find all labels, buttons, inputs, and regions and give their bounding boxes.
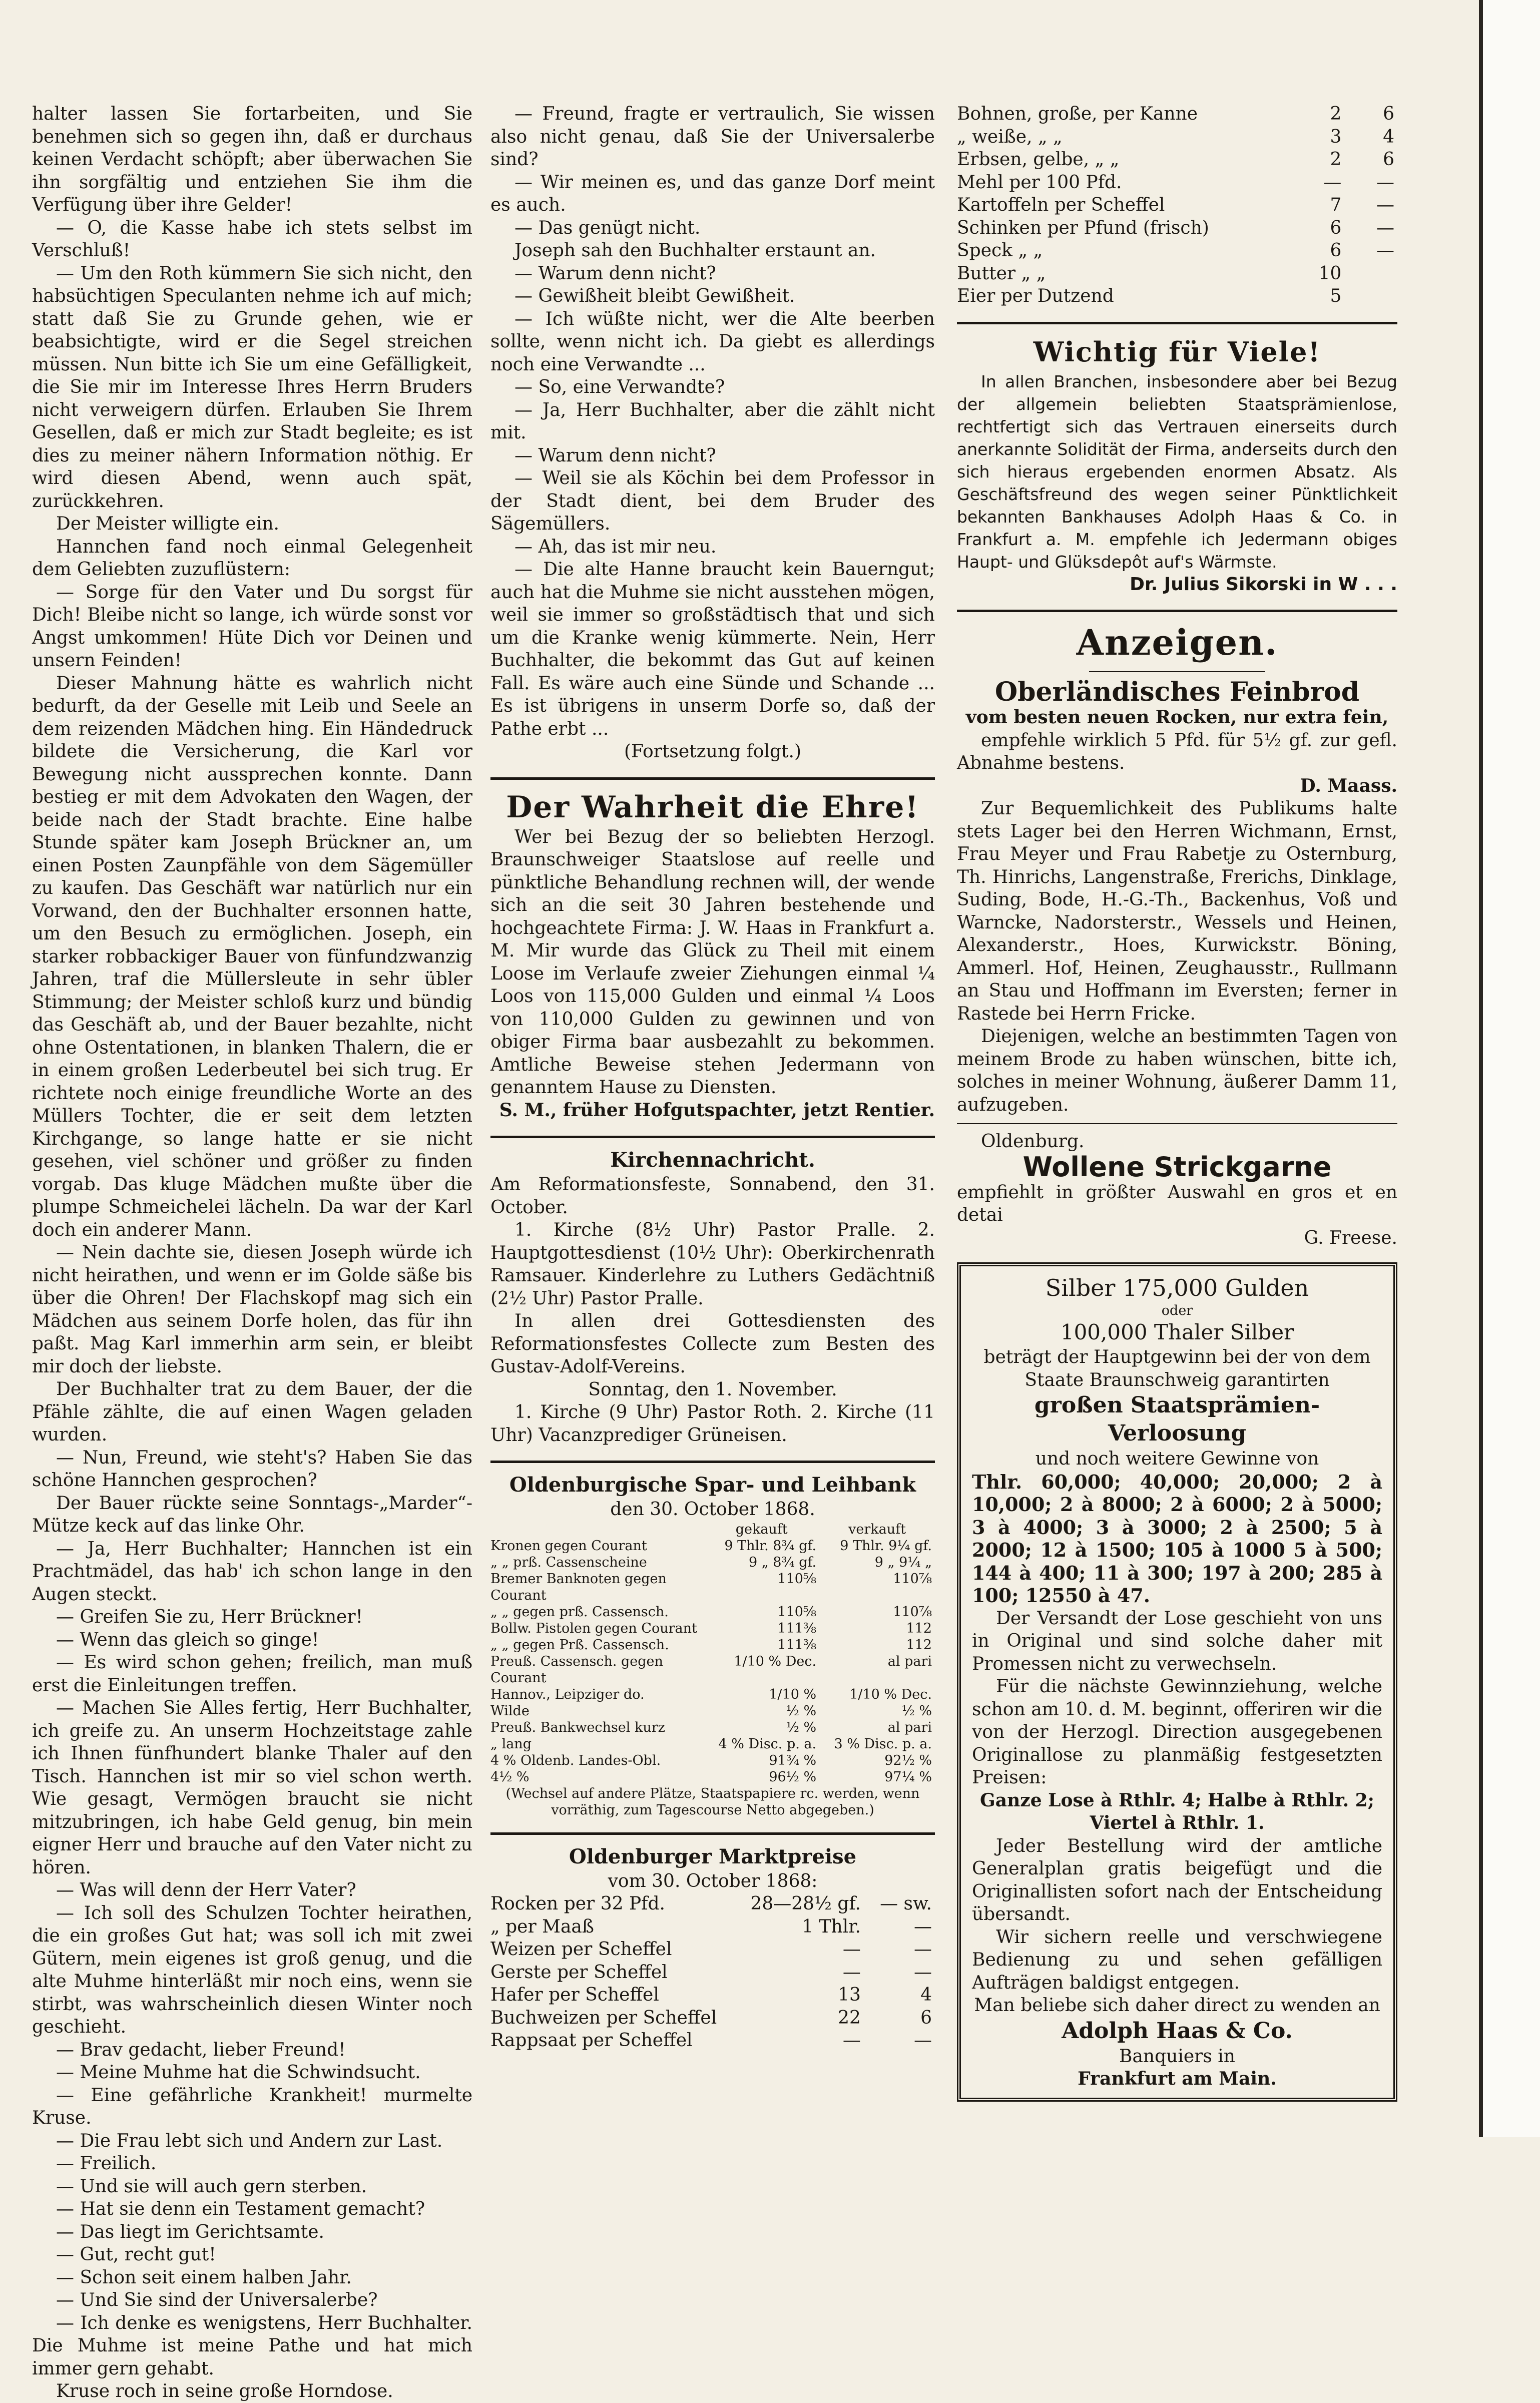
- kirchen-line: Am Reformationsfeste, Sonnabend, den 31. October.: [490, 1174, 935, 1218]
- table-row: [490, 1769, 935, 1785]
- story-para: — Nein dachte sie, diesen Joseph würde ich nicht heirathen, und wenn er im Golde säße bis über die Ohren! Der Flachskopf mag sich ein Mädchen aus seinem Dorfe holen, das für ihn paßt. Mag Karl immerhin arm sein, er bleibt mir doch der liebste.: [32, 1242, 472, 1377]
- divider: [490, 777, 935, 780]
- row-label: Preuß. Bankwechsel kurz: [490, 1719, 665, 1735]
- row-value: 9 „ 8¾ gf.: [748, 1554, 817, 1570]
- row-label: Schinken per Pfund (frisch): [957, 217, 1209, 238]
- story-para: — Machen Sie Alles fertig, Herr Buchhalter, ich greife zu. An unserm Hochzeitstage zahle ich Ihnen fünfhundert blanke Thaler auf den Tisch. Hannchen ist mir so viel schon werth. Wie gesagt, Vermögen braucht sie nicht mitzubringen, ich habe Geld genug, bin mein eigner Herr und brauche auf den Vater nicht zu hören.: [32, 1698, 472, 1878]
- row-value: 110⅞: [893, 1571, 932, 1587]
- story-para: — Gewißheit bleibt Gewißheit.: [515, 286, 795, 306]
- table-row: [490, 1653, 935, 1686]
- story-para: — Die Frau lebt sich und Andern zur Last.: [56, 2130, 443, 2151]
- lottery-line: Man beliebe sich daher direct zu wenden an: [974, 1995, 1380, 2016]
- story-para: — Um den Roth kümmern Sie sich nicht, den habsüchtigen Speculanten nehme ich auf mich; statt daß Sie zu Grunde gehen, wie er beabsichtigte, wird er die Segel streichen müssen. Nun bitte ich Sie um eine Gefälligkeit, die Sie mir im Interesse Ihres Herrn Bruders nicht verweigern dürfen. Erlauben Sie Ihrem Gesellen, daß er mich zur Stadt begleite; es ist dies zu meiner nähern Information nöthig. Er wird diesen Abend, wenn auch spät, zurückkehren.: [32, 263, 472, 512]
- table-row: [490, 1620, 935, 1637]
- row-value: 28—28½ gf.: [750, 1893, 861, 1914]
- divider: [957, 1123, 1397, 1124]
- story-para: — Sorge für den Vater und Du sorgst für Dich! Bleibe nicht so lange, ich würde sonst vor Angst umkommen! Hüte Dich vor Deinen und unsern Feinden!: [32, 582, 472, 671]
- continuation-note: (Fortsetzung folgt.): [624, 741, 801, 762]
- story-para: Hannchen fand noch einmal Gelegenheit dem Geliebten zuzuflüstern:: [32, 536, 472, 580]
- story-para: — Warum denn nicht?: [515, 445, 716, 466]
- row-value: —: [1376, 217, 1394, 238]
- story-para: — Ah, das ist mir neu.: [515, 536, 717, 557]
- row-value: 111⅜: [777, 1637, 817, 1653]
- row-value: —: [842, 2030, 861, 2051]
- story-para: Der Meister willigte ein.: [56, 514, 279, 534]
- row-label: Butter „ „: [957, 263, 1046, 284]
- row-label: Preuß. Cassensch. gegen Courant: [490, 1653, 663, 1686]
- lottery-line: und noch weitere Gewinne von: [1035, 1449, 1319, 1469]
- row-value: ½ %: [786, 1703, 817, 1719]
- table-row: [490, 1604, 935, 1620]
- story-para: — Freilich.: [56, 2153, 157, 2174]
- row-value: 22: [838, 2007, 861, 2028]
- row-value: —: [1376, 172, 1394, 193]
- story-para: — Weil sie als Köchin bei dem Professor in der Stadt dient, bei dem Bruder des Sägemüllers.: [490, 468, 935, 534]
- story-para: — Brav gedacht, lieber Freund!: [56, 2039, 346, 2060]
- table-row: [490, 1703, 935, 1719]
- table-row: [957, 148, 1397, 171]
- wichtig-signature: Dr. Julius Sikorski in W . . .: [1130, 574, 1397, 595]
- table-header-row: [490, 1521, 935, 1538]
- table-row: [490, 1892, 935, 1915]
- table-row: [490, 1915, 935, 1939]
- row-value: —: [914, 1962, 932, 1983]
- table-row: [490, 1637, 935, 1653]
- row-value: —: [1376, 240, 1394, 261]
- row-value: 9 Thlr. 8¾ gf.: [724, 1538, 817, 1554]
- row-value: 4: [1383, 126, 1394, 147]
- column-header: gekauft: [735, 1521, 788, 1537]
- lottery-ad-box: [957, 1262, 1397, 2102]
- story-para: — Ich soll des Schulzen Tochter heirathen, die ein großes Gut hat; was soll ich mit zwei Gütern, mein eigenes ist groß genug, und die alte Muhme hinterläßt mir noch eins, wenn sie stirbt, was wahrscheinlich diesen Winter noch geschieht.: [32, 1902, 472, 2037]
- anzeigen-title: Anzeigen.: [1076, 622, 1278, 663]
- row-value: —: [1323, 172, 1342, 193]
- story-para: — Das genügt nicht.: [515, 217, 701, 238]
- row-label: „ „ gegen Prß. Cassensch.: [490, 1637, 669, 1653]
- table-row: [957, 126, 1397, 149]
- story-para: — Freund, fragte er vertraulich, Sie wissen also nicht genau, daß Sie der Universalerbe sind?: [490, 104, 935, 170]
- table-row: [490, 1571, 935, 1604]
- row-label: Rappsaat per Scheffel: [490, 2030, 693, 2051]
- story-para: — Es wird schon gehen; freilich, man muß erst die Einleitungen treffen.: [32, 1652, 472, 1696]
- row-value: 1/10 % Dec.: [734, 1653, 817, 1669]
- divider: [1089, 671, 1265, 672]
- row-value: 1/10 %: [769, 1686, 817, 1702]
- row-label: Bremer Banknoten gegen Courant: [490, 1571, 667, 1603]
- row-label: Hannov., Leipziger do.: [490, 1686, 645, 1702]
- story-para: — Wir meinen es, und das ganze Dorf meint es auch.: [490, 172, 935, 215]
- row-label: Bollw. Pistolen gegen Courant: [490, 1620, 697, 1636]
- row-label: Buchweizen per Scheffel: [490, 2007, 717, 2028]
- row-value: al pari: [887, 1653, 932, 1669]
- wahrheit-signature: S. M., früher Hofgutspachter, jetzt Rentier.: [499, 1099, 935, 1121]
- story-para: — Ich denke es wenigstens, Herr Buchhalter. Die Muhme ist meine Pathe und hat mich immer gern gehabt.: [32, 2312, 472, 2379]
- table-row: [490, 1736, 935, 1752]
- row-value: —: [1376, 195, 1394, 215]
- table-row: [957, 285, 1397, 308]
- table-row: [490, 1752, 935, 1769]
- table-row: [490, 1938, 935, 1961]
- story-para: — Warum denn nicht?: [515, 263, 716, 284]
- row-value: 110⅝: [777, 1571, 817, 1587]
- lottery-prizes: Thlr. 60,000; 40,000; 20,000; 2 à 10,000; 2 à 8000; 2 à 6000; 2 à 5000; 3 à 4000; 3 à 3000; 2 à 2500; 5 à 2000; 12 à 1500; 105 à 1000 5 à 500; 144 à 400; 11 à 300; 197 à 200; 285 à 100; 12550 à 47.: [972, 1470, 1382, 1607]
- story-para: — Ja, Herr Buchhalter, aber die zählt nicht mit.: [490, 399, 935, 443]
- table-row: [490, 1984, 935, 2007]
- story-para: — Hat sie denn ein Testament gemacht?: [56, 2199, 425, 2219]
- row-label: Erbsen, gelbe, „ „: [957, 149, 1120, 170]
- wolle-signature: G. Freese.: [1304, 1227, 1397, 1248]
- lottery-prices: Ganze Lose à Rthlr. 4; Halbe à Rthlr. 2; Viertel à Rthlr. 1.: [980, 1789, 1374, 1833]
- lottery-line: Wir sichern reelle und verschwiegene Bedienung zu und sehen gefälligen Aufträgen baldigst entgegen.: [972, 1927, 1382, 1993]
- story-para: Der Buchhalter trat zu dem Bauer, der die Pfähle zählte, die auf einen Wagen geladen wurden.: [32, 1379, 472, 1445]
- column-3: [957, 103, 1397, 2102]
- kirchen-line: In allen drei Gottesdiensten des Reformationsfestes Collecte zum Besten des Gustav-Adolf-Vereins.: [490, 1311, 935, 1377]
- row-label: Kartoffeln per Scheffel: [957, 195, 1165, 215]
- lottery-title: großen Staatsprämien-Verloosung: [1034, 1392, 1320, 1446]
- row-value: al pari: [887, 1719, 932, 1735]
- row-value: 4 % Disc. p. a.: [718, 1736, 817, 1752]
- story-para: Joseph sah den Buchhalter erstaunt an.: [515, 240, 876, 261]
- story-para: — Was will denn der Herr Vater?: [56, 1880, 356, 1900]
- row-label: Eier per Dutzend: [957, 286, 1114, 306]
- table-row: [490, 1538, 935, 1554]
- lottery-line: Der Versandt der Lose geschieht von uns in Original und sind solche daher mit Promessen nicht zu verwechseln.: [972, 1608, 1382, 1674]
- row-value: 3 % Disc. p. a.: [834, 1736, 932, 1752]
- table-row: [957, 103, 1397, 126]
- row-label: Hafer per Scheffel: [490, 1985, 659, 2005]
- row-label: Kronen gegen Courant: [490, 1538, 647, 1554]
- row-value: 9 „ 9¼ „: [874, 1554, 932, 1570]
- row-label: „ lang: [490, 1736, 532, 1752]
- row-label: Mehl per 100 Pfd.: [957, 172, 1122, 193]
- column-2: [490, 103, 935, 2052]
- bank-date: den 30. October 1868.: [610, 1499, 815, 1520]
- story-para: — Greifen Sie zu, Herr Brückner!: [56, 1607, 363, 1627]
- kirchen-line: 1. Kirche (8½ Uhr) Pastor Pralle. 2. Hauptgottesdienst (10½ Uhr): Oberkirchenrath Ramsauer. Kinderlehre zu Luthers Gedächtniß (2½ Uhr) Pastor Pralle.: [490, 1220, 935, 1309]
- row-label: „ per Maaß: [490, 1916, 594, 1937]
- row-value: 96½ %: [769, 1769, 817, 1785]
- row-value: 10: [1318, 263, 1342, 284]
- row-value: 2: [1330, 104, 1342, 124]
- table-row: [490, 1686, 935, 1703]
- wahrheit-title: Der Wahrheit die Ehre!: [506, 789, 919, 825]
- story-para: halter lassen Sie fortarbeiten, und Sie benehmen sich so gegen ihn, daß er durchaus keinen Verdacht schöpft; aber überwachen Sie ihn sorgfältig und entziehen Sie ihm die Verfügung über ihre Gelder!: [32, 104, 472, 215]
- row-label: Wilde: [490, 1703, 530, 1719]
- row-value: 13: [838, 1985, 861, 2005]
- row-value: ½ %: [786, 1719, 817, 1735]
- row-value: 6: [1383, 104, 1394, 124]
- feinbrod-para: Diejenigen, welche an bestimmten Tagen von meinem Brode zu haben wünschen, bitte ich, solches in meiner Wohnung, äußerer Damm 11, aufzugeben.: [957, 1026, 1397, 1115]
- row-label: 4 % Oldenb. Landes-Obl.: [490, 1752, 661, 1768]
- story-para: — Und sie will auch gern sterben.: [56, 2176, 367, 2197]
- row-value: [1344, 262, 1397, 285]
- wahrheit-text: Wer bei Bezug der so beliebten Herzogl. Braunschweiger Staatslose auf reelle und pünktliche Behandlung rechnen will, der wende sich an die seit 30 Jahren bestehende und hochgeachtete Firma: J. W. Haas in Frankfurt a. M. Mir wurde das Glück zu Theil mit einem Loose im Verlaufe zweier Ziehungen einmal ¼ Loos von 115,000 Gulden und einmal ¼ Loos von 110,000 Gulden zu gewinnen und von obiger Firma baar ausbezahlt zu bekommen. Amtliche Beweise stehen Jedermann von genanntem Hause zu Diensten.: [490, 826, 935, 1098]
- story-para: — Ja, Herr Buchhalter; Hannchen ist ein Prachtmädel, das hab' ich schon lange in den Augen steckt.: [32, 1538, 472, 1605]
- row-value: 1 Thlr.: [802, 1916, 861, 1937]
- wichtig-text: In allen Branchen, insbesondere aber bei Bezug der allgemein beliebten Staatsprämienlose, rechtfertigt sich das Vertrauen einerseits durch anerkannte Solidität der Firma, anderseits durch den sich hieraus ergebenden enormen Absatz. Als Geschäftsfreund des wegen seiner Pünktlichkeit bekannten Bankhauses Adolph Haas & Co. in Frankfurt a. M. empfehle ich Jedermann obiges Haupt- und Glüksdepôt auf's Wärmste.: [957, 371, 1397, 572]
- row-label: „ weiße, „ „: [957, 126, 1063, 147]
- story-para: — Die alte Hanne braucht kein Bauerngut; auch hat die Muhme sie nicht ausstehen mögen, weil sie immer so großstädtisch that und sich um die Kranke wenig kümmerte. Nein, Herr Buchhalter, die bekommt das Gut auf keinen Fall. Es wäre auch eine Sünde und Schande ... Es ist übrigens in unserm Dorfe so, daß der Pathe erbt ...: [490, 559, 935, 739]
- row-value: —: [842, 1962, 861, 1983]
- lottery-line: oder: [1161, 1303, 1193, 1318]
- wolle-text: empfiehlt in größter Auswahl en gros et en detai: [957, 1182, 1397, 1225]
- row-value: 112: [906, 1620, 932, 1636]
- story-para: — Eine gefährliche Krankheit! murmelte Kruse.: [32, 2085, 472, 2128]
- row-label: Speck „ „: [957, 240, 1043, 261]
- story-para: — So, eine Verwandte?: [515, 377, 725, 397]
- row-label: Bohnen, große, per Kanne: [957, 104, 1198, 124]
- story-para: — Meine Muhme hat die Schwindsucht.: [56, 2062, 421, 2083]
- row-value: 5: [1330, 286, 1342, 306]
- bank-table: [490, 1521, 935, 1785]
- row-value: 6: [1383, 149, 1394, 170]
- bank-note: (Wechsel auf andere Plätze, Staatspapiere rc. werden, wenn vorräthig, zum Tagescourse Netto abgegeben.): [505, 1785, 920, 1818]
- feinbrod-signature: D. Maass.: [1300, 775, 1397, 796]
- row-value: 110⅞: [893, 1604, 932, 1620]
- table-row: [957, 217, 1397, 240]
- lottery-headline: Silber 175,000 Gulden: [1045, 1274, 1309, 1301]
- row-value: 110⅝: [777, 1604, 817, 1620]
- wichtig-title: Wichtig für Viele!: [1033, 335, 1321, 368]
- row-label: „ „ prß. Cassenscheine: [490, 1554, 647, 1570]
- row-value: —: [914, 2030, 932, 2051]
- table-row: [490, 2007, 935, 2030]
- row-value: 4: [920, 1985, 932, 2005]
- story-para: — Schon seit einem halben Jahr.: [56, 2267, 352, 2288]
- divider: [490, 1461, 935, 1463]
- story-para: — Ich wüßte nicht, wer die Alte beerben sollte, wenn nicht ich. Da giebt es allerdings noch eine Verwandte ...: [490, 308, 935, 375]
- row-value: 97¼ %: [884, 1769, 932, 1785]
- table-row: [490, 1719, 935, 1736]
- row-value: — sw.: [880, 1893, 932, 1914]
- story-para: — O, die Kasse habe ich stets selbst im Verschluß!: [32, 217, 472, 261]
- kirchen-line: Sonntag, den 1. November.: [588, 1379, 837, 1400]
- lottery-line: Banquiers in: [1119, 2046, 1235, 2067]
- divider: [957, 610, 1397, 612]
- table-row: [490, 1961, 935, 1984]
- divider: [957, 322, 1397, 324]
- feinbrod-title: Oberländisches Feinbrod: [994, 677, 1360, 707]
- feinbrod-subtitle: vom besten neuen Rocken, nur extra fein,: [965, 707, 1389, 728]
- row-value: 91¾ %: [769, 1752, 817, 1768]
- feinbrod-text: empfehle wirklich 5 Pfd. für 5½ gf. zur gefl. Abnahme bestens.: [957, 730, 1397, 773]
- table-row: [957, 239, 1397, 262]
- kirchen-line: 1. Kirche (9 Uhr) Pastor Roth. 2. Kirche (11 Uhr) Vacanzprediger Grüneisen.: [490, 1402, 935, 1446]
- markt-date: vom 30. October 1868:: [608, 1870, 818, 1891]
- feinbrod-para: Zur Bequemlichkeit des Publikums halte stets Lager bei den Herren Wichmann, Ernst, Frau Meyer und Frau Rabetje zu Osternburg, Th. Hinrichs, Langenstraße, Frerichs, Dinklage, Suding, Bode, H.-G.-Th., Backenhus, Voß und Warncke, Nadorsterstr., Wessels und Heinen, Alexanderstr., Hoes, Kurwickstr. Böning, Ammerl. Hof, Heinen, Zeughausstr., Rullmann an Stau und Hoffmann im Eversten; ferner in Rastede bei Herrn Fricke.: [957, 798, 1397, 1024]
- table-row: [490, 1554, 935, 1571]
- divider: [490, 1136, 935, 1138]
- story-para: — Gut, recht gut!: [56, 2244, 216, 2265]
- lottery-line: Für die nächste Gewinnziehung, welche schon am 10. d. M. beginnt, offeriren wir die von der Herzogl. Direction ausgegebenen Originallose zu planmäßig festgesetzten Preisen:: [972, 1676, 1382, 1788]
- row-value: 6: [1330, 217, 1342, 238]
- row-value: [1344, 285, 1397, 308]
- kirchen-title: Kirchennachricht.: [610, 1148, 815, 1172]
- row-label: „ „ gegen prß. Cassensch.: [490, 1604, 669, 1620]
- story-para: Der Bauer rückte seine Sonntags-„Marder“-Mütze keck auf das linke Ohr.: [32, 1493, 472, 1536]
- story-para: Kruse roch in seine große Horndose.: [56, 2381, 393, 2401]
- divider: [490, 1832, 935, 1835]
- row-value: —: [842, 1939, 861, 1960]
- row-value: 2: [1330, 149, 1342, 170]
- row-value: 6: [920, 2007, 932, 2028]
- story-para: — Wenn das gleich so ginge!: [56, 1629, 319, 1650]
- story-para: Dieser Mahnung hätte es wahrlich nicht bedurft, da der Geselle mit Leib und Seele an dem reizenden Mädchen hing. Ein Händedruck bildete die Versicherung, die Karl vor Bewegung nicht aussprechen konnte. Dann bestieg er mit dem Advokaten den Wagen, der beide nach der Stadt brachte. Eine halbe Stunde später kam Joseph Brückner an, um einen Posten Zaunpfähle von dem Sägemüller zu kaufen. Das Geschäft war natürlich nur ein Vorwand, den der Buchhalter ersonnen hatte, um den Besuch zu ermöglichen. Joseph, ein starker robbackiger Bauer von fünfundzwanzig Jahren, traf die Müllersleute in sehr übler Stimmung; der Meister schloß kurz und bündig das Geschäft ab, und der Bauer bezahlte, nicht ohne Ostentationen, in blanken Thalern, die er in einem großen Lederbeutel bei sich trug. Er richtete noch einige freundliche Worte an des Müllers Tochter, die er seit dem letzten Kirchgange, so lange hatte er sie nicht gesehen, viel schöner und größer zu finden vorgab. Das kluge Mädchen mußte über die plumpe Schmeichelei lächeln. Da war der Karl doch ein anderer Mann.: [32, 673, 472, 1240]
- table-row: [957, 262, 1397, 285]
- row-label: Rocken per 32 Pfd.: [490, 1893, 665, 1914]
- markt-title: Oldenburger Marktpreise: [569, 1844, 857, 1868]
- row-value: 111⅜: [777, 1620, 817, 1636]
- lottery-headline: 100,000 Thaler Silber: [1060, 1320, 1294, 1344]
- row-value: 9 Thlr. 9¼ gf.: [840, 1538, 932, 1554]
- table-row: [957, 171, 1397, 194]
- table-row: [490, 2029, 935, 2052]
- lottery-line: beträgt der Hauptgewinn bei der von dem Staate Braunschweig garantirten: [983, 1347, 1371, 1390]
- lottery-city: Frankfurt am Main.: [1078, 2068, 1277, 2089]
- column-1: [32, 103, 472, 2403]
- row-label: Weizen per Scheffel: [490, 1939, 672, 1960]
- row-value: 3: [1330, 126, 1342, 147]
- row-value: 1/10 % Dec.: [849, 1686, 932, 1702]
- story-para: — Und Sie sind der Universalerbe?: [56, 2290, 378, 2310]
- wolle-title: Wollene Strickgarne: [1022, 1151, 1332, 1183]
- page-margin: [1483, 0, 1540, 2137]
- lottery-line: Jeder Bestellung wird der amtliche Generalplan gratis beigefügt und die Originallisten sofort nach der Entscheidung übersandt.: [972, 1835, 1382, 1925]
- story-para: — Nun, Freund, wie steht's? Haben Sie das schöne Hannchen gesprochen?: [32, 1447, 472, 1491]
- row-label: Gerste per Scheffel: [490, 1962, 668, 1983]
- page-edge: [1479, 0, 1483, 2137]
- row-value: ½ %: [901, 1703, 932, 1719]
- row-value: 6: [1330, 240, 1342, 261]
- wolle-place: Oldenburg.: [981, 1131, 1085, 1152]
- row-value: 7: [1330, 195, 1342, 215]
- story-para: — Das liegt im Gerichtsamte.: [56, 2221, 324, 2242]
- row-value: 112: [906, 1637, 932, 1653]
- row-label: 4½ %: [490, 1769, 530, 1785]
- lottery-company: Adolph Haas & Co.: [1062, 2018, 1293, 2044]
- bank-title: Oldenburgische Spar- und Leihbank: [509, 1473, 916, 1497]
- column-header: verkauft: [848, 1521, 906, 1537]
- table-row: [957, 194, 1397, 217]
- markt-table: [490, 1892, 935, 2052]
- row-value: 92½ %: [884, 1752, 932, 1768]
- price-table: [957, 103, 1397, 308]
- row-value: —: [914, 1939, 932, 1960]
- row-value: —: [914, 1916, 932, 1937]
